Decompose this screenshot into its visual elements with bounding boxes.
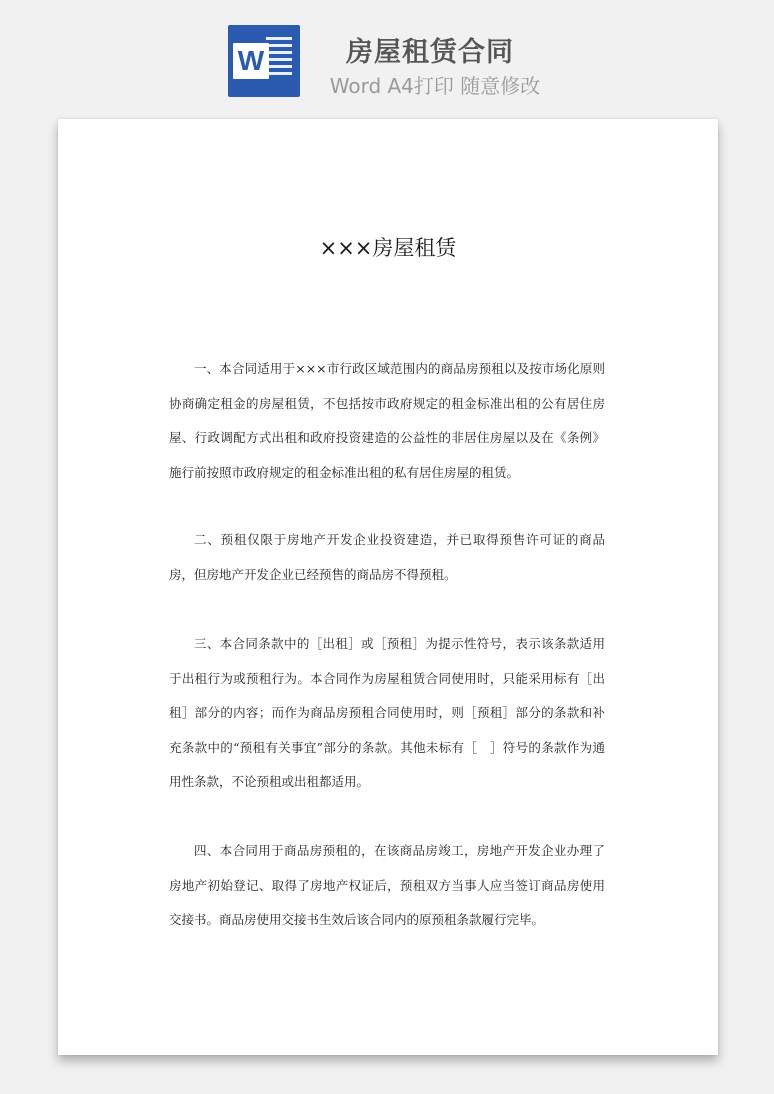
paragraph-4: 四、本合同用于商品房预租的，在该商品房竣工，房地产开发企业办理了房地产初始登记、取得了房地产权证后，预租双方当事人应当签订商品房使用交接书。商品房使用交接书生效后该合同内的原预租条款履行完毕。 <box>169 843 605 927</box>
document-page <box>58 119 718 1055</box>
document-lines-graphic <box>266 37 292 85</box>
header-banner <box>0 0 774 118</box>
paragraph-2: 二、预租仅限于房地产开发企业投资建造，并已取得预售许可证的商品房，但房地产开发企业已经预售的商品房不得预租。 <box>169 532 605 582</box>
header-title: 房屋租赁合同 <box>346 37 514 68</box>
header-subtitle: Word A4打印 随意修改 <box>329 74 541 98</box>
word-document-icon <box>228 25 300 97</box>
paragraph-1: 一、本合同适用于×××市行政区域范围内的商品房预租以及按市场化原则协商确定租金的房屋租赁，不包括按市政府规定的租金标准出租的公有居住房屋、行政调配方式出租和政府投资建造的公益性的非居住房屋以及在《条例》施行前按照市政府规定的租金标准出租的私有居住房屋的租赁。 <box>169 361 605 480</box>
document-title: ×××房屋租赁 <box>319 236 457 260</box>
word-letter: W <box>233 43 269 79</box>
paragraph-3: 三、本合同条款中的［出租］或［预租］为提示性符号，表示该条款适用于出租行为或预租行为。本合同作为房屋租赁合同使用时，只能采用标有［出租］部分的内容；而作为商品房预租合同使用时，则［预租］部分的条款和补充条款中的“预租有关事宜”部分的条款。其他未标有［ ］符号的条款作为通用性条款，不论预租或出租都适用。 <box>169 636 605 789</box>
